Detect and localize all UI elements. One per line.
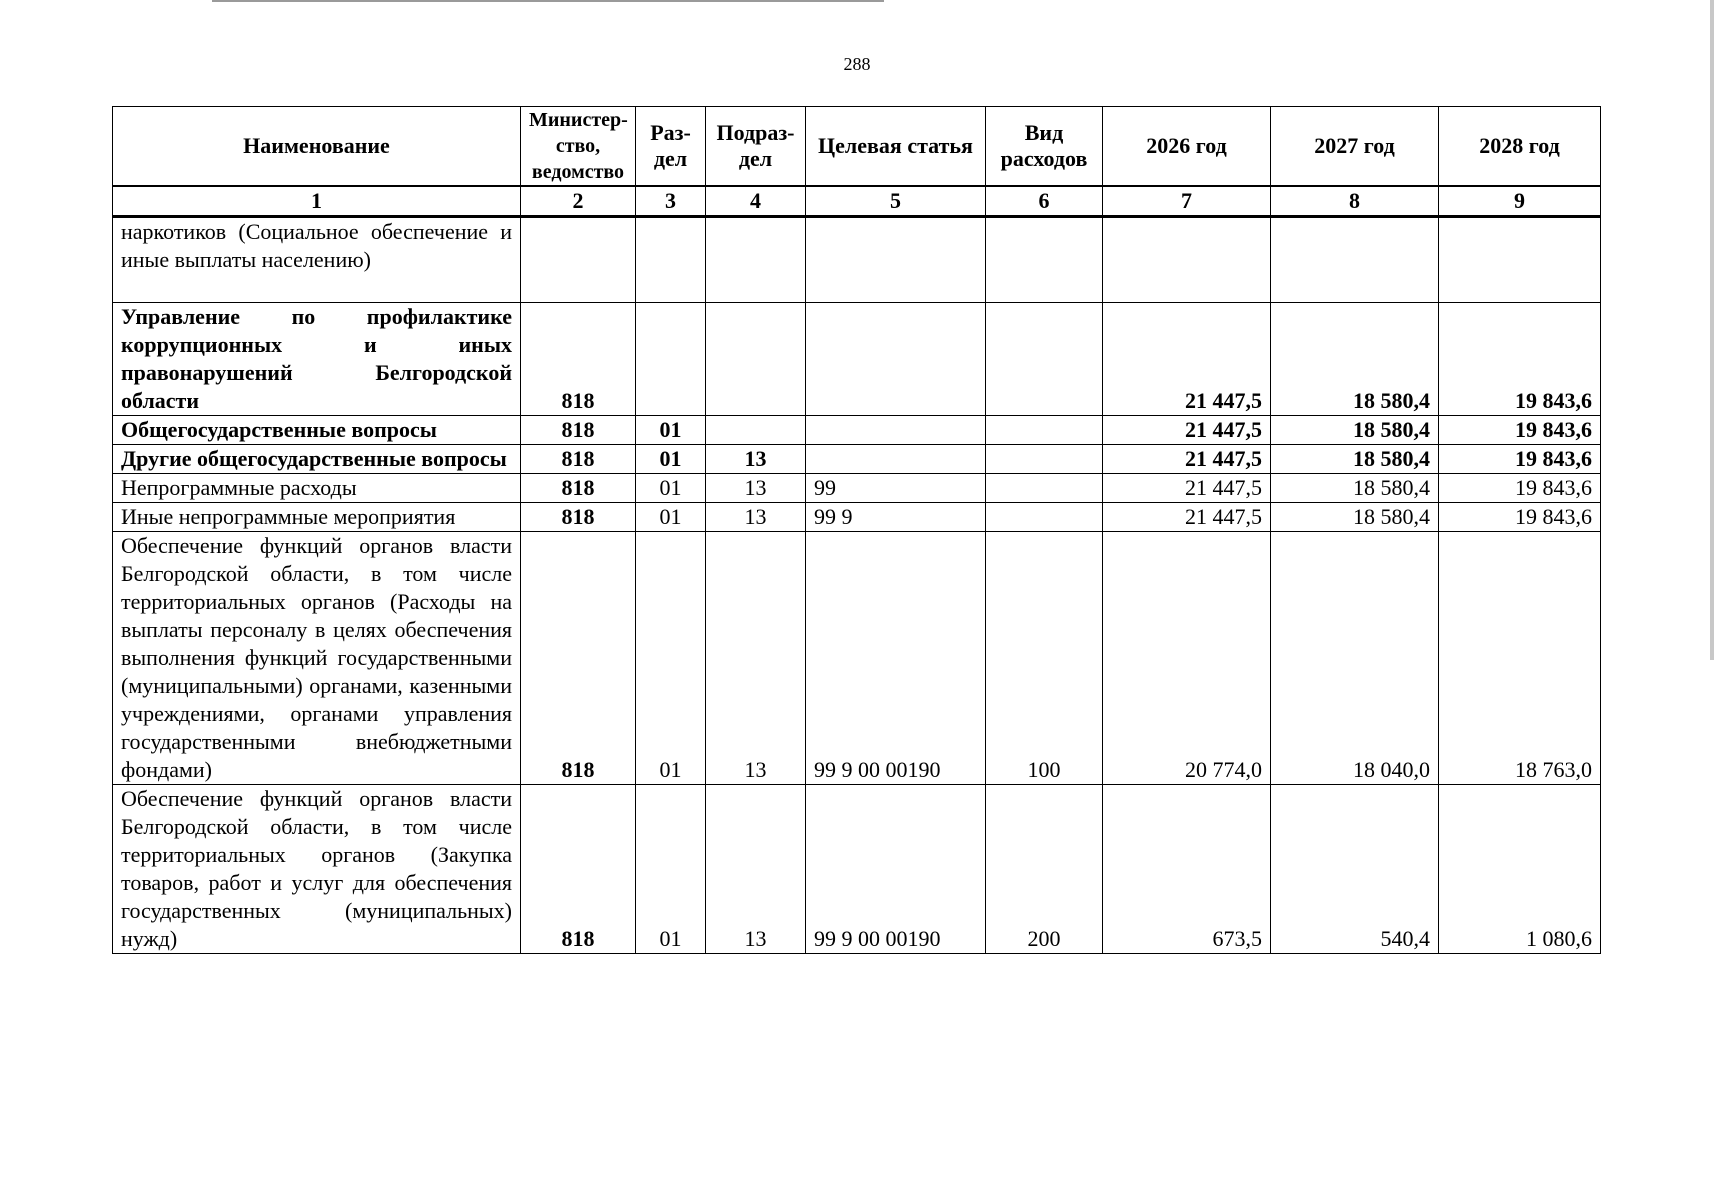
column-number: 3 [636,186,706,217]
row-subsection [706,416,806,445]
row-ministry: 818 [521,416,636,445]
column-number: 6 [986,186,1103,217]
scan-right-edge [1710,0,1714,660]
column-number: 1 [113,186,521,217]
header-ministry: Министер-ство, ведомство [521,107,636,187]
row-amount-2027: 18 580,4 [1271,445,1439,474]
row-expense-type [986,416,1103,445]
row-section: 01 [636,532,706,785]
row-amount-2028: 19 843,6 [1439,445,1601,474]
row-amount-2026: 21 447,5 [1103,503,1271,532]
row-amount-2026 [1103,217,1271,303]
row-expense-type [986,503,1103,532]
row-ministry [521,217,636,303]
row-expense-type [986,474,1103,503]
row-name: Общегосударственные вопросы [113,416,521,445]
row-amount-2027: 18 040,0 [1271,532,1439,785]
column-number: 2 [521,186,636,217]
row-amount-2026: 21 447,5 [1103,445,1271,474]
page-number: 288 [843,54,871,74]
row-expense-type [986,303,1103,416]
row-ministry: 818 [521,474,636,503]
column-number: 4 [706,186,806,217]
row-amount-2027: 18 580,4 [1271,303,1439,416]
row-ministry: 818 [521,785,636,954]
row-amount-2028: 19 843,6 [1439,303,1601,416]
row-name: Другие общегосударственные вопросы [113,445,521,474]
row-ministry: 818 [521,303,636,416]
row-section: 01 [636,474,706,503]
table-row [113,445,1601,474]
row-section: 01 [636,785,706,954]
row-amount-2028: 19 843,6 [1439,503,1601,532]
row-expense-type: 100 [986,532,1103,785]
row-expense-type [986,217,1103,303]
row-section: 01 [636,503,706,532]
row-amount-2028: 18 763,0 [1439,532,1601,785]
row-amount-2027: 540,4 [1271,785,1439,954]
row-amount-2028: 19 843,6 [1439,474,1601,503]
header-year-2027: 2027 год [1271,107,1439,187]
row-subsection [706,303,806,416]
row-name: наркотиков (Социальное обеспечение и иные выплаты населению) [113,217,521,303]
row-amount-2027: 18 580,4 [1271,503,1439,532]
header-expense-type: Вид расходов [986,107,1103,187]
row-amount-2026: 673,5 [1103,785,1271,954]
row-target-article: 99 [806,474,986,503]
header-subsection: Подраз-дел [706,107,806,187]
row-name: Иные непрограммные мероприятия [113,503,521,532]
row-target-article: 99 9 00 00190 [806,532,986,785]
row-section [636,217,706,303]
table-row [113,416,1601,445]
row-subsection: 13 [706,445,806,474]
table-row [113,217,1601,303]
header-year-2026: 2026 год [1103,107,1271,187]
row-expense-type [986,445,1103,474]
row-subsection: 13 [706,532,806,785]
row-expense-type: 200 [986,785,1103,954]
row-subsection: 13 [706,474,806,503]
table-row [113,785,1601,954]
row-amount-2027 [1271,217,1439,303]
row-section: 01 [636,445,706,474]
header-year-2028: 2028 год [1439,107,1601,187]
row-target-article: 99 9 00 00190 [806,785,986,954]
table-row [113,303,1601,416]
column-number: 8 [1271,186,1439,217]
scan-top-rule [212,0,884,2]
row-ministry: 818 [521,503,636,532]
row-ministry: 818 [521,445,636,474]
row-subsection [706,217,806,303]
row-name: Обеспечение функций органов власти Белгородской области, в том числе территориальных органов (Закупка товаров, работ и услуг для обеспечения государственных (муниципальных) нужд) [113,785,521,954]
row-target-article: 99 9 [806,503,986,532]
row-amount-2027: 18 580,4 [1271,474,1439,503]
row-target-article [806,445,986,474]
header-name: Наименование [113,107,521,187]
header-row [113,107,1601,187]
row-amount-2028 [1439,217,1601,303]
row-ministry: 818 [521,532,636,785]
table-row [113,503,1601,532]
column-number: 5 [806,186,986,217]
row-target-article [806,303,986,416]
row-section [636,303,706,416]
row-amount-2026: 20 774,0 [1103,532,1271,785]
row-target-article [806,217,986,303]
column-number: 7 [1103,186,1271,217]
column-number: 9 [1439,186,1601,217]
row-amount-2026: 21 447,5 [1103,416,1271,445]
header-target-article: Целевая статья [806,107,986,187]
row-amount-2026: 21 447,5 [1103,303,1271,416]
row-name: Обеспечение функций органов власти Белгородской области, в том числе территориальных органов (Расходы на выплаты персоналу в целях обеспечения выполнения функций государственными (муниципальными) органами, казенными учреждениями, органами управления государственными внебюджетными фондами) [113,532,521,785]
row-target-article [806,416,986,445]
row-name: Управление по профилактике коррупционных и иных правонарушений Белгородской области [113,303,521,416]
header-section: Раз-дел [636,107,706,187]
row-amount-2027: 18 580,4 [1271,416,1439,445]
row-name: Непрограммные расходы [113,474,521,503]
row-amount-2026: 21 447,5 [1103,474,1271,503]
row-amount-2028: 1 080,6 [1439,785,1601,954]
row-section: 01 [636,416,706,445]
budget-table [112,106,1601,954]
table-row [113,474,1601,503]
table-row [113,532,1601,785]
column-number-row [113,186,1601,217]
row-subsection: 13 [706,503,806,532]
row-amount-2028: 19 843,6 [1439,416,1601,445]
row-subsection: 13 [706,785,806,954]
